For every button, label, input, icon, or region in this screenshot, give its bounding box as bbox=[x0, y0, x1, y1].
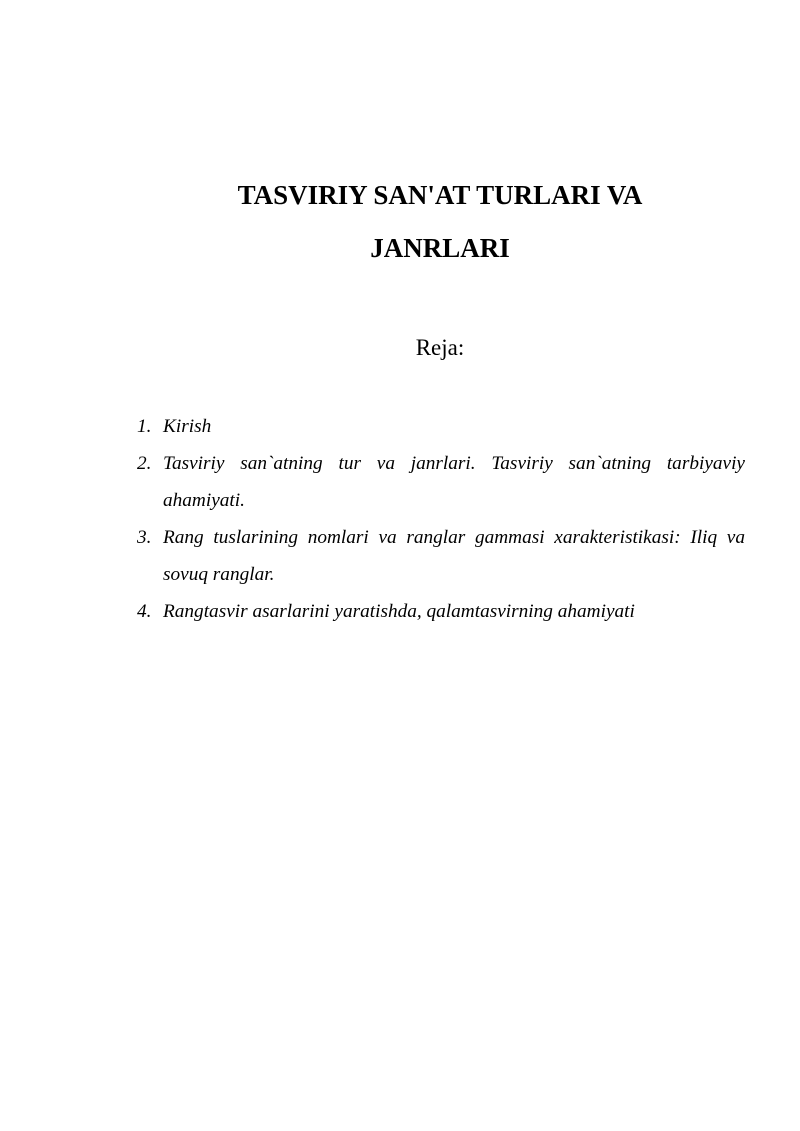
plan-item-number: 1. bbox=[137, 416, 152, 437]
plan-heading: Reja: bbox=[415, 335, 465, 360]
plan-item-number: 4. bbox=[137, 601, 152, 622]
plan-item-number: 3. bbox=[137, 527, 152, 548]
plan-item-text: Tasviriy san`atning tur va janrlari. Tasviriy san`atning tarbiyaviy ahamiyati. bbox=[163, 453, 745, 511]
plan-list bbox=[137, 408, 745, 630]
plan-item-text: Rangtasvir asarlarini yaratishda, qalamtasvirning ahamiyati bbox=[163, 601, 635, 622]
plan-item-3 bbox=[137, 519, 745, 593]
title-line-2: JANRLARI bbox=[370, 233, 510, 263]
plan-item-4 bbox=[137, 593, 745, 630]
plan-item-text: Rang tuslarining nomlari va ranglar gammasi xarakteristikasi: Iliq va sovuq ranglar. bbox=[163, 527, 745, 585]
plan-item-1 bbox=[137, 408, 745, 445]
plan-item-2 bbox=[137, 445, 745, 519]
document-title bbox=[100, 169, 780, 275]
plan-item-number: 2. bbox=[137, 453, 152, 474]
title-line-1: TASVIRIY SAN'AT TURLARI VA bbox=[237, 180, 643, 210]
plan-item-text: Kirish bbox=[163, 416, 212, 437]
